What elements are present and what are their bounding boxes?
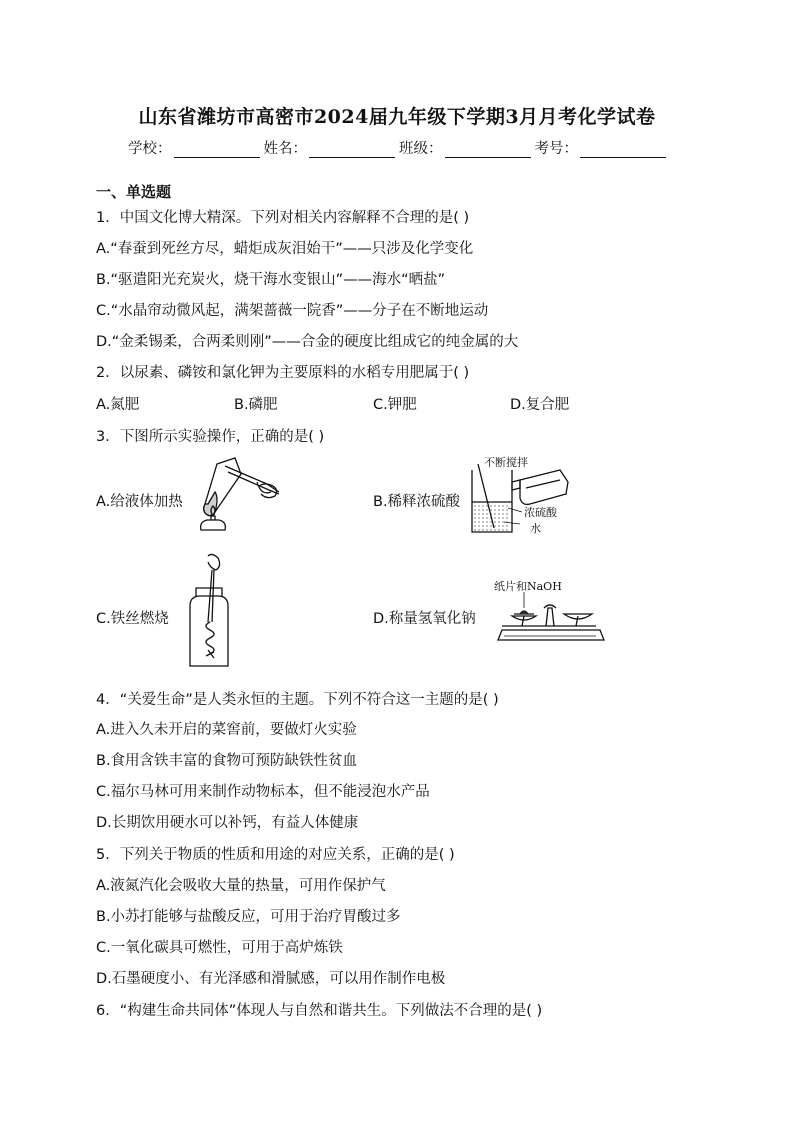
- iron-wire-figure: [182, 552, 238, 672]
- q2-option-b[interactable]: B.磷肥: [234, 397, 278, 413]
- dilute-acid-figure: [464, 452, 576, 542]
- page-title: 山东省潍坊市高密市2024届九年级下学期3月月考化学试卷: [138, 106, 656, 128]
- school-label: 学校：: [128, 141, 172, 157]
- q2-option-c[interactable]: C.钾肥: [373, 397, 417, 413]
- q5-option-d[interactable]: D.石墨硬度小、有光泽感和滑腻感，可以用作制作电极: [96, 971, 446, 987]
- q1-option-a[interactable]: A.“春蚕到死丝方尽，蜡炬成灰泪始干”——只涉及化学变化: [96, 241, 474, 257]
- q4-option-c[interactable]: C.福尔马林可用来制作动物标本，但不能浸泡水产品: [96, 784, 430, 800]
- class-label: 班级：: [399, 141, 443, 157]
- q1-option-c[interactable]: C.“水晶帘动微风起，满架蔷薇一院香”——分子在不断地运动: [96, 303, 489, 319]
- school-blank[interactable]: [174, 141, 260, 158]
- section-title: 一、单选题: [96, 183, 172, 201]
- student-info-row: [0, 137, 794, 158]
- balance-figure: [484, 578, 614, 650]
- q4-option-d[interactable]: D.长期饮用硬水可以补钙，有益人体健康: [96, 815, 359, 831]
- q5-option-b[interactable]: B.小苏打能够与盐酸反应，可用于治疗胃酸过多: [96, 909, 401, 925]
- exam-number-blank[interactable]: [580, 141, 666, 158]
- exam-number-field: [535, 137, 667, 158]
- stir-label: 不断搅拌: [484, 456, 528, 469]
- q4-option-a[interactable]: A.进入久未开启的菜窖前，要做灯火实验: [96, 722, 357, 738]
- name-field: [264, 137, 396, 158]
- q4-option-b[interactable]: B.食用含铁丰富的食物可预防缺铁性贫血: [96, 753, 358, 769]
- q1-stem: 1．中国文化博大精深。下列对相关内容解释不合理的是( ): [96, 210, 470, 226]
- q5-stem: 5．下列关于物质的性质和用途的对应关系，正确的是( ): [96, 847, 455, 863]
- name-label: 姓名：: [263, 141, 307, 157]
- q5-option-c[interactable]: C.一氧化碳具可燃性，可用于高炉炼铁: [96, 940, 343, 956]
- exam-number-label: 考号：: [534, 141, 578, 157]
- q3-option-a[interactable]: A.给液体加热: [96, 494, 183, 510]
- q2-option-d[interactable]: D.复合肥: [510, 397, 570, 413]
- q1-option-d[interactable]: D.“金柔锡柔，合两柔则刚”——合金的硬度比组成它的纯金属的大: [96, 334, 519, 350]
- q3-stem: 3．下图所示实验操作，正确的是( ): [96, 429, 325, 445]
- q3-option-b[interactable]: B.稀释浓硫酸: [373, 494, 461, 510]
- q1-option-b[interactable]: B.“驱遣阳光充炭火，烧干海水变银山”——海水“晒盐”: [96, 272, 446, 288]
- water-label: 水: [530, 522, 541, 535]
- name-blank[interactable]: [309, 141, 395, 158]
- acid-label: 浓硫酸: [524, 506, 557, 519]
- q3-option-d[interactable]: D.称量氢氧化钠: [373, 611, 476, 627]
- school-field: [128, 137, 260, 158]
- paper-naoh-label: 纸片和NaOH: [494, 580, 562, 593]
- q2-stem: 2．以尿素、磷铵和氯化钾为主要原料的水稻专用肥属于( ): [96, 365, 470, 381]
- q6-stem: 6．“构建生命共同体”体现人与自然和谐共生。下列做法不合理的是( ): [96, 1003, 543, 1019]
- class-field: [399, 137, 531, 158]
- class-blank[interactable]: [445, 141, 531, 158]
- liquid-heating-figure: [195, 452, 285, 542]
- q4-stem: 4．“关爱生命”是人类永恒的主题。下列不符合这一主题的是( ): [96, 692, 499, 708]
- q5-option-a[interactable]: A.液氮汽化会吸收大量的热量，可用作保护气: [96, 878, 386, 894]
- q3-option-c[interactable]: C.铁丝燃烧: [96, 611, 169, 627]
- q2-option-a[interactable]: A.氮肥: [96, 397, 140, 413]
